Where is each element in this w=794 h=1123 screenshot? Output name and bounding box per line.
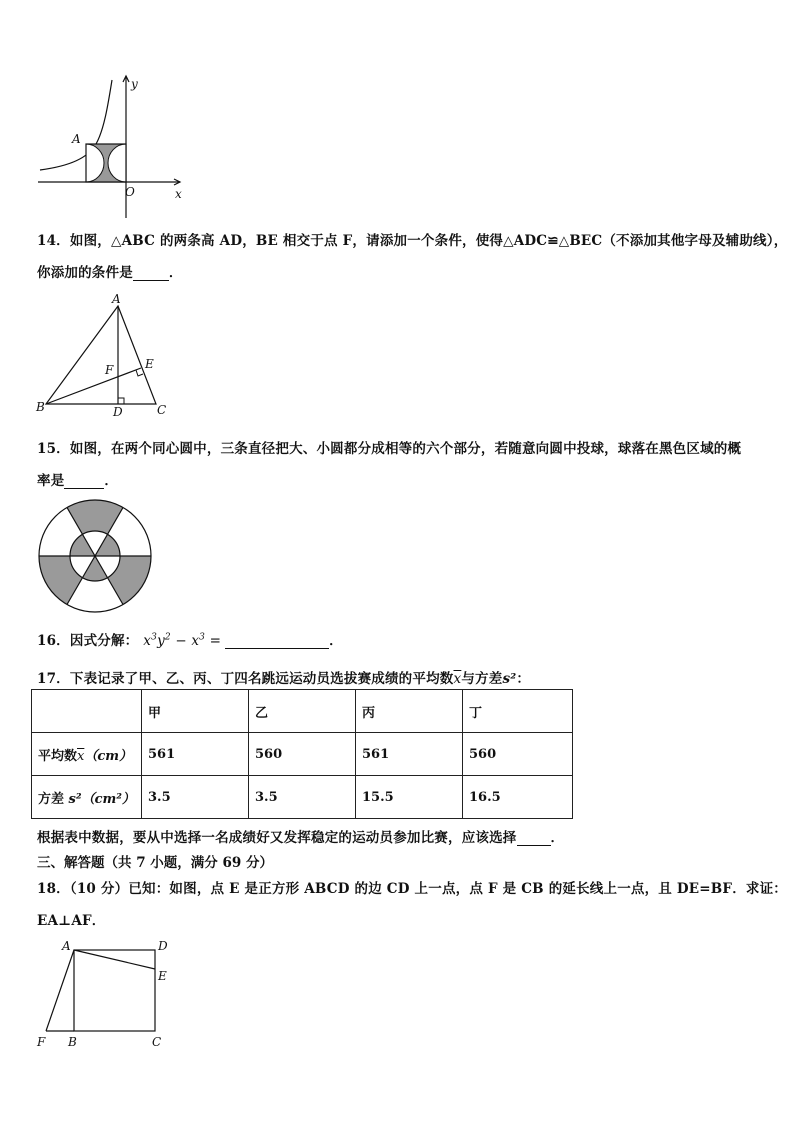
- q17-table: [31, 689, 573, 819]
- svg-text:A: A: [112, 292, 121, 306]
- xbar-symbol: $\overline{x}$: [453, 671, 462, 687]
- segment-af: [46, 950, 74, 1031]
- q16-prompt: 16．因式分解：: [37, 633, 139, 649]
- segment-ae: [74, 950, 155, 969]
- q14-line1: 14．如图，△ABC 的两条高 AD，BE 相交于点 F，请添加一个条件，使得△ADC≌△BEC（不添加其他字母及辅助线），: [37, 233, 788, 249]
- label-a: A: [72, 132, 81, 146]
- altitude-be: [46, 368, 141, 404]
- row-var-label: 方差 s²（cm²）: [32, 776, 142, 819]
- q18-line2: EA⊥AF．: [37, 913, 106, 929]
- svg-text:C: C: [157, 403, 167, 417]
- table-row: 方差 s²（cm²） 3.5 3.5 15.5 16.5: [32, 776, 573, 819]
- q14-answer-blank[interactable]: [133, 264, 169, 281]
- q17-intro: 17．下表记录了甲、乙、丙、丁四名跳远运动员选拔赛成绩的平均数$\overline{x}$与方差s²：: [37, 671, 531, 687]
- q17-answer-blank[interactable]: [517, 829, 551, 846]
- label-x: x: [175, 187, 182, 201]
- fig14-diagram: [30, 288, 180, 422]
- svg-text:B: B: [68, 1035, 77, 1049]
- q16-expression: $x^3y^2 - x^3$ =: [143, 632, 222, 649]
- header-yi: 乙: [249, 690, 356, 733]
- svg-text:E: E: [158, 969, 167, 983]
- table-header-row: [32, 690, 573, 733]
- svg-text:F: F: [37, 1035, 46, 1049]
- q18-line1: 18．（10 分）已知：如图，点 E 是正方形 ABCD 的边 CD 上一点，点 F 是 CB 的延长线上一点，且 DE=BF．求证：: [37, 881, 787, 897]
- square-abcd: [74, 950, 155, 1031]
- q15-line2: 率是 ．: [37, 473, 119, 489]
- label-o: O: [125, 185, 135, 199]
- q15-line1: 15．如图，在两个同心圆中，三条直径把大、小圆都分成相等的六个部分，若随意向圆中投球，球落在黑色区域的概: [37, 441, 742, 457]
- q15-answer-blank[interactable]: [64, 472, 104, 489]
- svg-text:C: C: [152, 1035, 162, 1049]
- section-heading: 三、解答题（共 7 小题，满分 69 分）: [37, 855, 273, 871]
- fig13-diagram: [30, 70, 200, 220]
- q16-line: 16．因式分解： $x^3y^2 - x^3$ = ．: [37, 632, 343, 649]
- q16-answer-blank[interactable]: [225, 632, 329, 649]
- header-ding: 丁: [463, 690, 573, 733]
- header-jia: 甲: [142, 690, 249, 733]
- q14-line2: 你添加的条件是 ．: [37, 265, 183, 281]
- q15-prompt: 率是: [37, 473, 65, 489]
- triangle-abc: [46, 306, 156, 404]
- fig18-diagram: [34, 936, 174, 1050]
- svg-text:D: D: [158, 939, 168, 953]
- table-row: 平均数$\overline{x}(cm)$ 561 560 561 560: [32, 733, 573, 776]
- svg-text:B: B: [36, 400, 45, 414]
- svg-text:A: A: [62, 939, 71, 953]
- label-y: y: [131, 77, 138, 91]
- svg-text:E: E: [145, 357, 154, 371]
- q14-prompt: 你添加的条件是: [37, 265, 133, 281]
- svg-text:F: F: [105, 363, 114, 377]
- fig15-concentric-circles: [37, 498, 153, 614]
- q17-conclusion: 根据表中数据，要从中选择一名成绩好又发挥稳定的运动员参加比赛，应该选择 ．: [37, 830, 565, 846]
- row-mean-label: 平均数$\overline{x}(cm)$: [32, 733, 142, 776]
- header-bing: 丙: [356, 690, 463, 733]
- s-squared: s²: [502, 671, 517, 687]
- svg-text:D: D: [113, 405, 123, 419]
